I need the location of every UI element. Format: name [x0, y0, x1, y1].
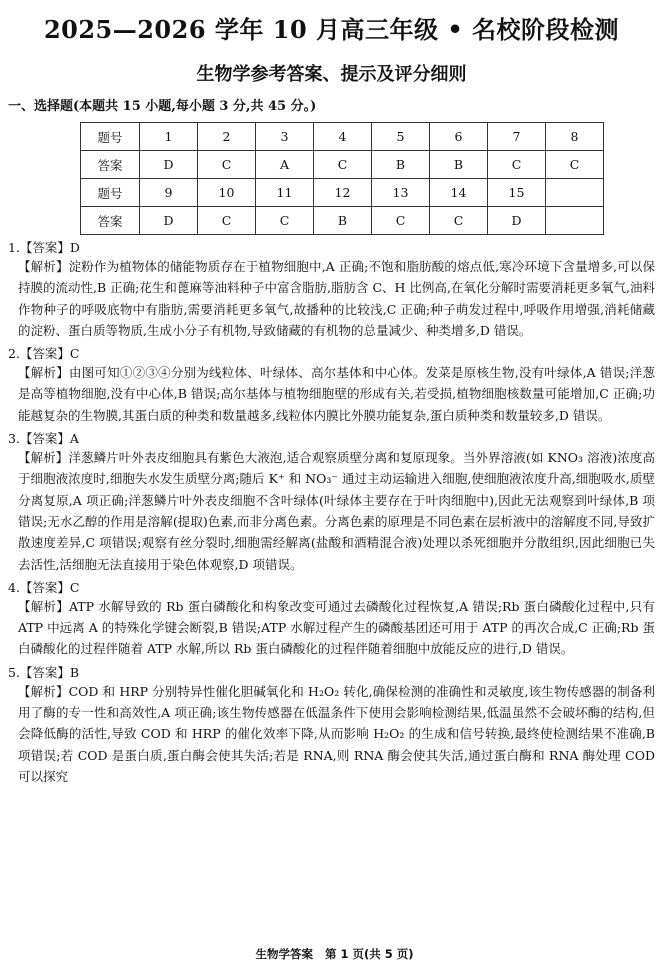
- footer-subject: 生物学答案: [255, 947, 313, 961]
- table-cell: B: [372, 151, 430, 179]
- answer-table: [80, 122, 604, 235]
- table-cell: D: [140, 151, 198, 179]
- answer-line: 3.【答案】A: [8, 431, 79, 447]
- table-cell: [546, 207, 604, 235]
- table-cell: C: [430, 207, 488, 235]
- question-block-1: [8, 239, 655, 341]
- section-heading: 一、选择题(本题共 15 小题,每小题 3 分,共 45 分。): [8, 99, 317, 114]
- table-cell: [546, 179, 604, 207]
- question-block-2: [8, 345, 655, 426]
- answer-line: 5.【答案】B: [8, 664, 80, 680]
- table-cell: 12: [314, 179, 372, 207]
- analysis-paragraph: 【解析】由图可知①②③④分别为线粒体、叶绿体、高尔基体和中心体。发菜是原核生物,没有叶绿体,A 错误;洋葱是高等植物细胞,没有中心体,B 错误;高尔基体与植物细胞壁的形成有关,若受损,植物细胞核数量可能增加,C 正确;功能越复杂的生物膜,其蛋白质的种类和数量越多,线粒体内膜比外膜功能复杂,蛋白质种类和数量较多,D 错误。: [18, 365, 655, 423]
- table-cell: 8: [546, 123, 604, 151]
- table-cell: 1: [140, 123, 198, 151]
- table-cell: C: [198, 151, 256, 179]
- table-cell: D: [140, 207, 198, 235]
- row-label-question: 题号: [81, 179, 140, 207]
- analysis-paragraph: 【解析】ATP 水解导致的 Rb 蛋白磷酸化和构象改变可通过去磷酸化过程恢复,A 错误;Rb 蛋白磷酸化过程中,只有 ATP 中远离 A 的特殊化学键会断裂,B 错误;ATP 水解过程产生的磷酸基团还可用于 ATP 的再次合成,C 正确;Rb 蛋白磷酸化的过程伴随着 ATP 水解,所以 Rb 蛋白磷酸化的过程伴随着细胞中放能反应的进行,D 错误。: [18, 598, 655, 657]
- table-cell: C: [198, 207, 256, 235]
- question-block-3: [8, 430, 655, 575]
- row-label-question: 题号: [81, 123, 140, 151]
- answer-line: 4.【答案】C: [8, 579, 80, 595]
- question-block-4: [8, 579, 655, 660]
- table-cell: 10: [198, 179, 256, 207]
- page-subtitle: 生物学参考答案、提示及评分细则: [196, 64, 467, 85]
- row-label-answer: 答案: [81, 207, 140, 235]
- table-cell: 5: [372, 123, 430, 151]
- footer-page-number: 第 1 页(共 5 页): [324, 947, 414, 961]
- page-footer: [0, 946, 669, 962]
- table-row-question-numbers-2: [81, 179, 604, 207]
- analysis-paragraph: 【解析】洋葱鳞片叶外表皮细胞具有紫色大液泡,适合观察质壁分离和复原现象。当外界溶液(如 KNO₃ 溶液)浓度高于细胞液浓度时,细胞失水发生质壁分离;随后 K⁺ 和 NO₃⁻ 通过主动运输进入细胞,使细胞液浓度升高,细胞吸水,质壁分离复原,A 项正确;洋葱鳞片叶外表皮细胞不含叶绿体(叶绿体主要存在于叶肉细胞中),因此无法观察到叶绿体,B 项错误;无水乙醇的作用是溶解(提取)色素,而非分离色素。分离色素的原理是不同色素在层析液中的溶解度不同,导致扩散速度差异,C 项错误;观察有丝分裂时,细胞需经解离(盐酸和酒精混合液)处理以杀死细胞并分散组织,因此细胞已失去活性,活细胞无法直接用于染色体观察,D 项错误。: [18, 450, 655, 572]
- table-row-answers-1: [81, 151, 604, 179]
- table-cell: 3: [256, 123, 314, 151]
- table-cell: 9: [140, 179, 198, 207]
- table-cell: 14: [430, 179, 488, 207]
- table-cell: 4: [314, 123, 372, 151]
- table-cell: 6: [430, 123, 488, 151]
- table-cell: C: [256, 207, 314, 235]
- question-block-5: [8, 664, 655, 787]
- table-cell: B: [430, 151, 488, 179]
- analysis-paragraph: 【解析】淀粉作为植物体的储能物质存在于植物细胞中,A 正确;不饱和脂肪酸的熔点低,寒冷环境下含量增多,可以保持膜的流动性,B 正确;花生和蓖麻等油料种子中富含脂肪,脂肪含 C、H 比例高,在氧化分解时需要消耗更多氧气,油料作物种子的呼吸底物中有脂肪,需要消耗更多氧气,故播种的比较浅,C 正确;种子萌发过程中,呼吸作用增强,消耗储藏的淀粉、蛋白质等物质,生成小分子有机物,导致储藏的有机物的总量减少、种类增多,D 错误。: [18, 259, 655, 338]
- table-cell: 15: [488, 179, 546, 207]
- analysis-paragraph: 【解析】COD 和 HRP 分别特异性催化胆碱氧化和 H₂O₂ 转化,确保检测的准确性和灵敏度,该生物传感器的制备利用了酶的专一性和高效性,A 项正确;该生物传感器在低温条件下使用会影响检测结果,低温虽然不会破坏酶的结构,但会降低酶的活性,导致 COD 和 HRP 的催化效率下降,从而影响 H₂O₂ 的生成和信号转换,最终使检测结果不准确,B 项错误;若 COD 是蛋白质,蛋白酶会使其失活;若是 RNA,则 RNA 酶会使其失活,通过蛋白酶和 RNA 酶处理 COD 可以探究: [18, 683, 655, 784]
- table-cell: C: [314, 151, 372, 179]
- table-row-answers-2: [81, 207, 604, 235]
- table-cell: B: [314, 207, 372, 235]
- page-title: 2025—2026 学年 10 月高三年级 • 名校阶段检测: [43, 15, 620, 44]
- table-row-question-numbers-1: [81, 123, 604, 151]
- row-label-answer: 答案: [81, 151, 140, 179]
- table-cell: D: [488, 207, 546, 235]
- table-cell: C: [372, 207, 430, 235]
- table-cell: 11: [256, 179, 314, 207]
- answer-line: 1.【答案】D: [8, 240, 80, 255]
- answer-line: 2.【答案】C: [8, 346, 80, 362]
- table-cell: 2: [198, 123, 256, 151]
- table-cell: C: [546, 151, 604, 179]
- table-cell: A: [256, 151, 314, 179]
- table-cell: 13: [372, 179, 430, 207]
- table-cell: 7: [488, 123, 546, 151]
- table-cell: C: [488, 151, 546, 179]
